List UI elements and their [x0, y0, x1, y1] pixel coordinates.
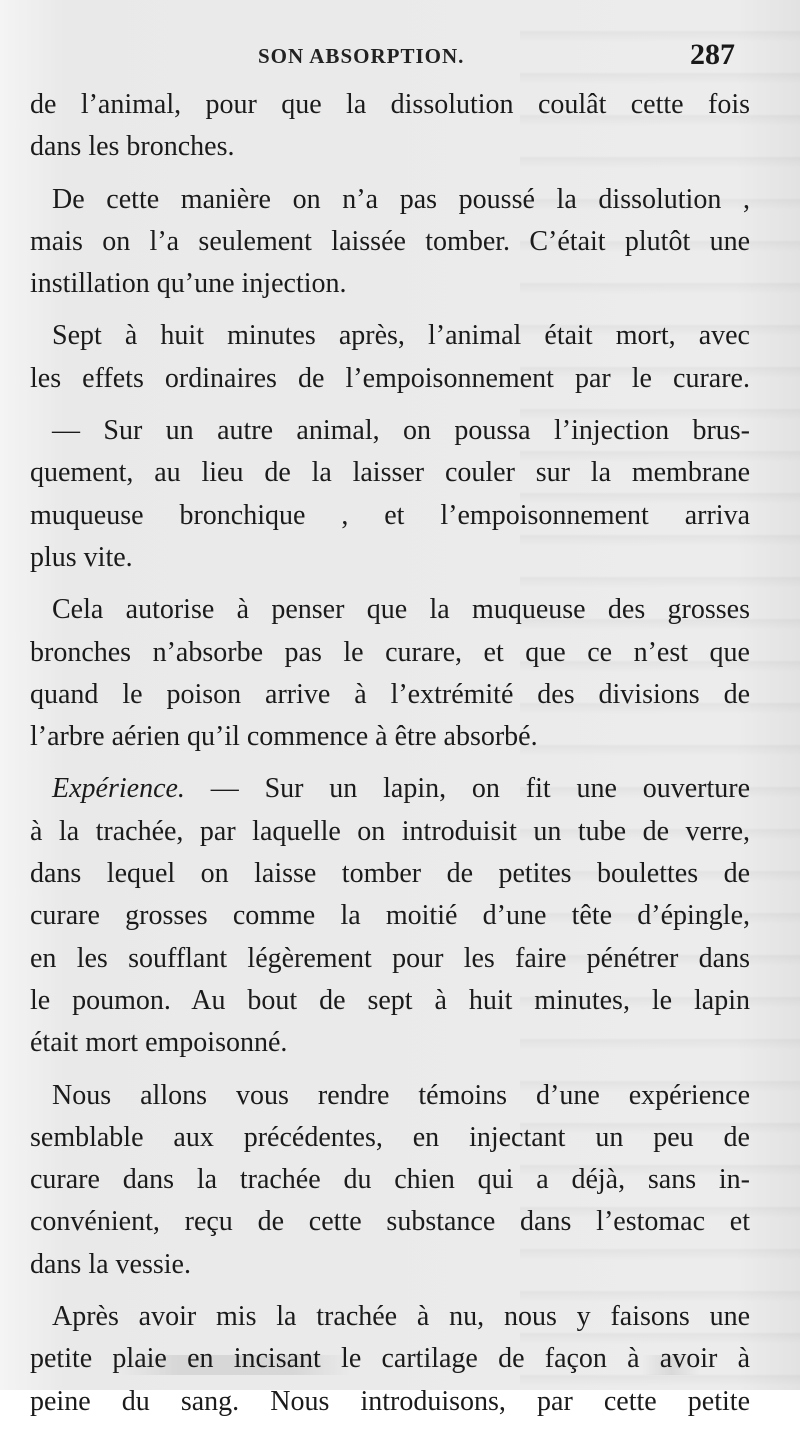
paragraph-3 — [30, 315, 750, 400]
text-line: le poumon. Au bout de sept à huit minutes, le lapin — [30, 984, 750, 1016]
text-line: dans lequel on laisse tomber de petites boulettes de — [30, 858, 750, 890]
text-line: était mort empoisonné. — [30, 1027, 288, 1059]
text-line: quand le poison arrive à l’extrémité des divisions de — [30, 678, 750, 710]
page-number: 287 — [690, 38, 735, 71]
page-header — [0, 38, 800, 78]
text-line: dans les bronches. — [30, 131, 235, 163]
paragraph-2 — [30, 179, 750, 306]
text-line: peine du sang. Nous introduisons, par cette petite — [30, 1385, 750, 1417]
text-line: — Sur un autre animal, on poussa l’injection brus- — [52, 415, 750, 447]
text-line: Sept à huit minutes après, l’animal était mort, avec — [52, 320, 750, 352]
text-line — [30, 768, 750, 810]
text-line: les effets ordinaires de l’empoisonnement par le curare. — [30, 362, 750, 394]
text-line: quement, au lieu de la laisser couler sur la membrane — [30, 457, 750, 489]
body-text — [30, 84, 750, 1433]
text-line: à la trachée, par laquelle on introduisit un tube de verre, — [30, 815, 750, 847]
text-line: en les soufflant légèrement pour les faire pénétrer dans — [30, 942, 750, 974]
text-line: dans la vessie. — [30, 1248, 191, 1280]
text-line: de l’animal, pour que la dissolution coulât cette fois — [30, 89, 750, 120]
paragraph-6 — [30, 768, 750, 1064]
text-line: petite plaie en incisant le cartilage de façon à avoir à — [30, 1343, 750, 1375]
text-line: instillation qu’une injection. — [30, 268, 347, 300]
text-line: Cela autorise à penser que la muqueuse des grosses — [52, 594, 750, 626]
text-line: mais on l’a seulement laissée tomber. C’était plutôt une — [30, 225, 750, 257]
text-line: curare dans la trachée du chien qui a déjà, sans in- — [30, 1164, 750, 1196]
text-line: l’arbre aérien qu’il commence à être absorbé. — [30, 721, 538, 753]
text-line: bronches n’absorbe pas le curare, et que ce n’est que — [30, 636, 750, 668]
text-line: semblable aux précédentes, en injectant un peu de — [30, 1121, 750, 1153]
paragraph-7 — [30, 1075, 750, 1286]
paragraph-1 — [30, 84, 750, 169]
text-line: curare grosses comme la moitié d’une tête d’épingle, — [30, 900, 750, 932]
text-line: muqueuse bronchique , et l’empoisonnement arriva — [30, 499, 750, 531]
paragraph-4 — [30, 410, 750, 579]
footer-show-through — [120, 1355, 700, 1375]
text-fragment: — Sur un lapin, on fit une ouverture — [184, 773, 750, 805]
experience-lead: Expérience. — [52, 773, 185, 805]
text-line: plus vite. — [30, 541, 133, 573]
paragraph-5 — [30, 589, 750, 758]
text-line: De cette manière on n’a pas poussé la dissolution , — [52, 183, 750, 215]
text-line: convénient, reçu de cette substance dans l’estomac et — [30, 1206, 750, 1238]
text-line: Après avoir mis la trachée à nu, nous y faisons une — [52, 1301, 750, 1333]
running-head: SON ABSORPTION. — [258, 44, 465, 68]
text-line: Nous allons vous rendre témoins d’une expérience — [52, 1079, 750, 1111]
